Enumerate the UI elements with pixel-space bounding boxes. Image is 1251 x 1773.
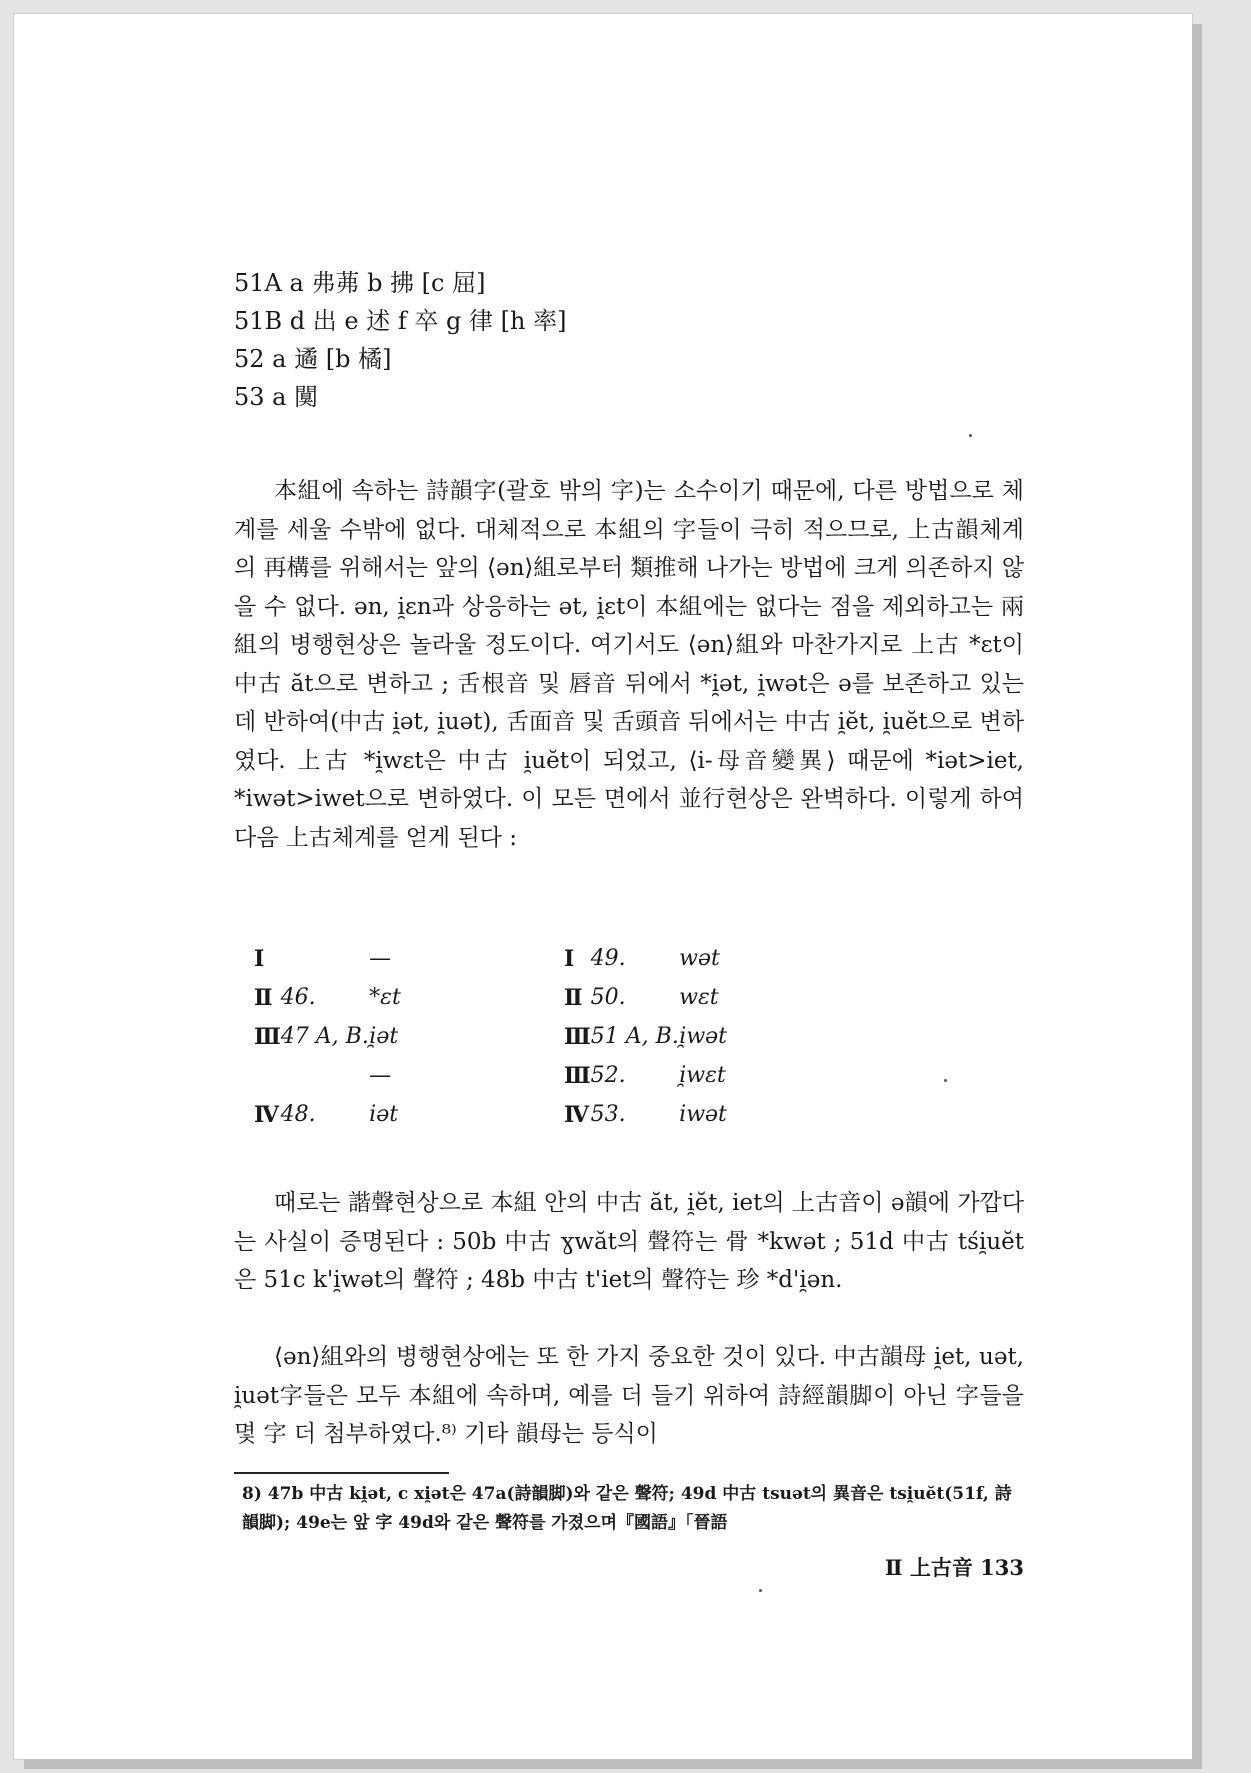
division-label: Ⅳ xyxy=(254,1101,279,1128)
group-number: 52. xyxy=(590,1063,626,1088)
group-number: 48. xyxy=(280,1102,316,1127)
group-number: 49. xyxy=(590,946,626,971)
body-paragraph: ⟨ən⟩組와의 병행현상에는 또 한 가지 중요한 것이 있다. 中古韻母 i̯et, uət, i̯uət字들은 모두 本組에 속하며, 예를 더 들기 위하여 詩經韻脚이 아닌 字들을 몇 字 더 첨부하였다.⁸⁾ 기타 韻母는 등식이 xyxy=(234,1344,1024,1447)
division-label: Ⅱ xyxy=(564,984,583,1011)
division-label: Ⅲ xyxy=(254,1023,281,1050)
table-row xyxy=(254,1017,874,1056)
division-label: Ⅳ xyxy=(564,1101,589,1128)
group-number: 51 A, B. xyxy=(590,1024,679,1049)
division-label: Ⅱ xyxy=(254,984,273,1011)
scan-speck xyxy=(944,1079,947,1082)
reconstruction: — xyxy=(369,946,392,971)
entry-line: 53 a 闃 xyxy=(234,383,319,411)
reconstruction: i̯wət xyxy=(679,1024,728,1049)
entry-line: 51A a 弗茀 b 拂 [c 屈] xyxy=(234,269,486,297)
division-label: Ⅰ xyxy=(564,945,575,972)
table-row xyxy=(254,1056,874,1095)
division-label: Ⅲ xyxy=(564,1023,591,1050)
scan-speck xyxy=(969,434,972,437)
table-row xyxy=(254,1095,874,1134)
reconstruction: iət xyxy=(369,1102,399,1127)
table-row xyxy=(254,978,874,1017)
reconstruction: *ɛt xyxy=(369,985,401,1010)
body-paragraph: 本組에 속하는 詩韻字(괄호 밖의 字)는 소수이기 때문에, 다른 방법으로 체계를 세울 수밖에 없다. 대체적으로 本組의 字들이 극히 적으므로, 上古韻체계의 再構를 위해서는 앞의 ⟨ən⟩組로부터 類推해 나가는 방법에 크게 의존하지 않을 수 없다. ən, i̯ɛn과 상응하는 ət, i̯ɛt이 本組에는 없다는 점을 제외하고는 兩組의 병행현상은 놀라울 정도이다. 여기서도 ⟨ən⟩組와 마찬가지로 上古 *ɛt이 中古 ăt으로 변하고 ; 舌根音 및 唇音 뒤에서 *i̯ət, i̯wət은 ə를 보존하고 있는데 반하여(中古 i̯ət, i̯uət), 舌面音 및 舌頭音 뒤에서는 中古 i̯ĕt, i̯uĕt으로 변하였다. 上古 *i̯wɛt은 中古 i̯uĕt이 되었고, ⟨i-母音變異⟩ 때문에 *iət>iet, *iwət>iwet으로 변하였다. 이 모든 면에서 並行현상은 완벽하다. 이렇게 하여 다음 上古체계를 얻게 된다 : xyxy=(234,478,1024,851)
entry-line: 52 a 遹 [b 橘] xyxy=(234,345,392,373)
group-number: 46. xyxy=(280,985,316,1010)
group-number: 47 A, B. xyxy=(280,1024,369,1049)
entry-line: 51B d 出 e 述 f 卒 g 律 [h 率] xyxy=(234,307,567,335)
reconstruction: wət xyxy=(679,946,720,971)
table-row xyxy=(254,939,874,978)
reconstruction: i̯ət xyxy=(369,1024,399,1049)
group-number: 50. xyxy=(590,985,626,1010)
reconstruction: — xyxy=(369,1063,392,1088)
reconstruction: iwət xyxy=(679,1102,727,1127)
running-footer-page-number: Ⅱ 上古音 133 xyxy=(884,1555,1024,1580)
group-number: 53. xyxy=(590,1102,626,1127)
scan-speck xyxy=(759,1589,762,1592)
entry-list xyxy=(234,264,1024,416)
old-chinese-system-table xyxy=(254,939,874,1134)
footnote: 8) 47b 中古 ki̯ət, c xi̯ət은 47a(詩韻脚)와 같은 聲符; 49d 中古 tsuət의 異音은 tsi̯uĕt(51f, 詩韻脚); 49e는 앞 字 49d와 같은 聲符를 가졌으며『國語』「晉語 xyxy=(242,1484,1012,1533)
division-label: Ⅰ xyxy=(254,945,265,972)
footnote-rule xyxy=(234,1472,449,1474)
book-page xyxy=(14,14,1192,1759)
body-paragraph: 때로는 諧聲현상으로 本組 안의 中古 ăt, i̯ĕt, iet의 上古音이 ə韻에 가깝다는 사실이 증명된다 : 50b 中古 ɣwăt의 聲符는 骨 *kwət ; 51d 中古 tśi̯uĕt은 51c k'i̯wət의 聲符 ; 48b 中古 t'iet의 聲符는 珍 *d'i̯ən. xyxy=(234,1190,1024,1293)
division-label: Ⅲ xyxy=(563,1062,591,1089)
reconstruction: wɛt xyxy=(679,985,719,1010)
reconstruction: i̯wɛt xyxy=(679,1063,726,1088)
